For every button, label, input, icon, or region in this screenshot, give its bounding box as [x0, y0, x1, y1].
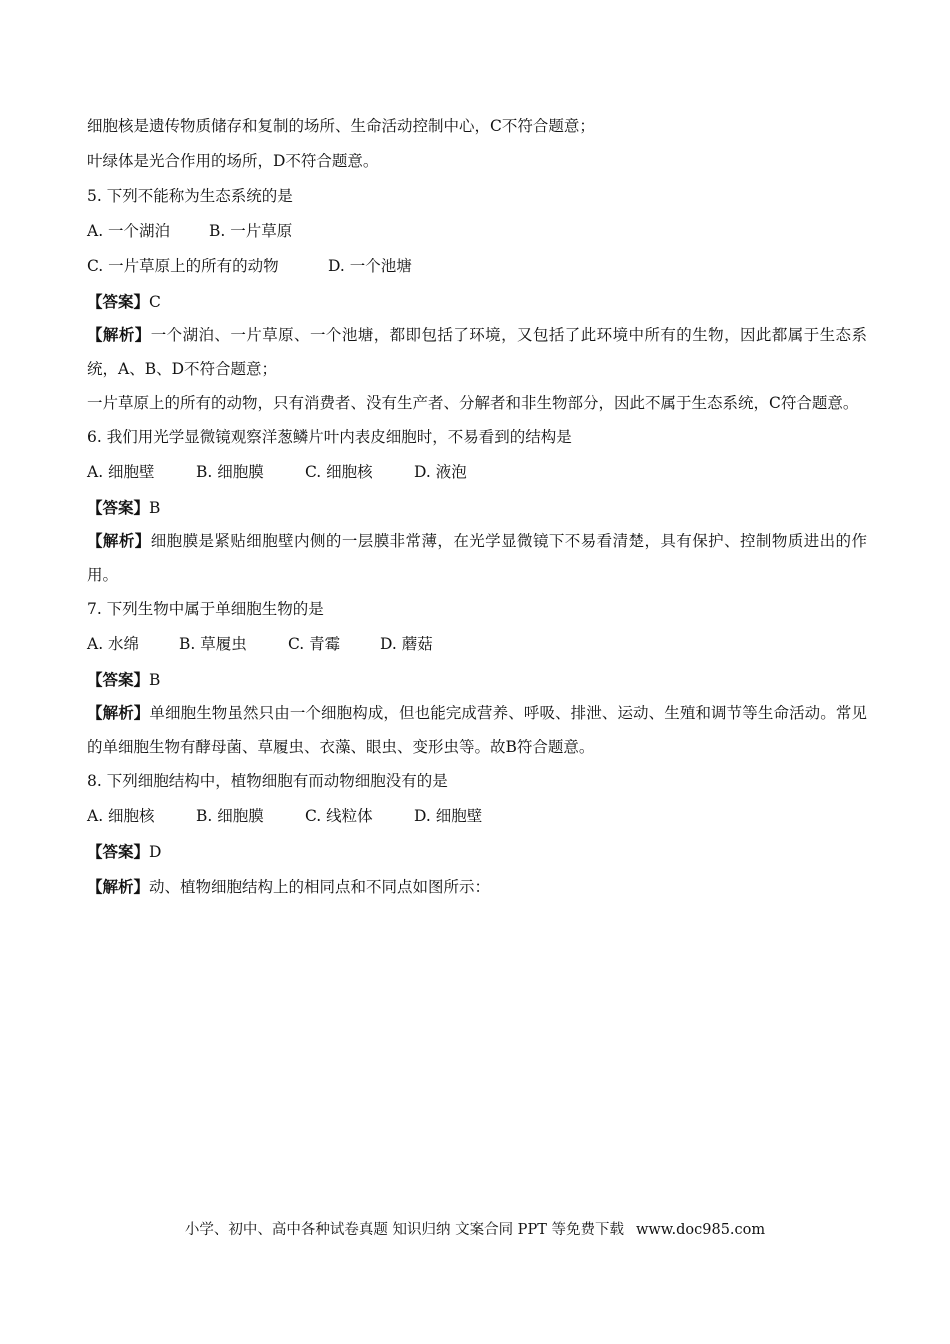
option-a: A. 水绵 — [87, 635, 140, 653]
answer-value: B — [149, 499, 161, 517]
question-5-options-row-1 — [87, 222, 867, 241]
question-5-text: 5. 下列不能称为生态系统的是 — [87, 187, 293, 205]
option-d: D. 细胞壁 — [414, 807, 483, 825]
question-5-answer — [87, 292, 867, 311]
option-b: B. 一片草原 — [209, 222, 293, 240]
question-7-answer — [87, 670, 867, 689]
analysis-text: 细胞膜是紧贴细胞壁内侧的一层膜非常薄，在光学显微镜下不易看清楚，具有保护、控制物质进出的作用。 — [87, 532, 867, 584]
question-7-options — [87, 635, 867, 654]
footer-text: 小学、初中、高中各种试卷真题 知识归纳 文案合同 PPT 等免费下载 — [184, 1222, 624, 1238]
option-a: A. 细胞壁 — [87, 463, 155, 481]
option-b: B. 细胞膜 — [196, 463, 264, 481]
answer-tag: 【答案】 — [87, 498, 150, 517]
question-8-options — [87, 807, 867, 826]
answer-value: B — [149, 671, 161, 689]
option-b: B. 细胞膜 — [196, 807, 264, 825]
question-6-analysis — [87, 524, 867, 592]
question-6-answer — [87, 498, 867, 517]
option-d: D. 液泡 — [414, 463, 467, 481]
question-8-answer — [87, 842, 867, 861]
analysis-tag: 【解析】 — [87, 325, 151, 344]
option-c: C. 线粒体 — [305, 807, 373, 825]
option-c: C. 青霉 — [288, 635, 341, 653]
question-5-options-row-2 — [87, 257, 867, 276]
analysis-text: 一个湖泊、一片草原、一个池塘，都即包括了环境，又包括了此环境中所有的生物，因此都属于生态系统，A、B、D不符合题意； — [87, 326, 867, 378]
answer-value: D — [149, 843, 162, 861]
paragraph: 细胞核是遗传物质储存和复制的场所、生命活动控制中心，C不符合题意； — [87, 117, 595, 135]
question-7-text: 7. 下列生物中属于单细胞生物的是 — [87, 600, 324, 618]
option-c: C. 一片草原上的所有的动物 — [87, 257, 279, 275]
question-6-text: 6. 我们用光学显微镜观察洋葱鳞片叶内表皮细胞时，不易看到的结构是 — [87, 428, 572, 446]
question-8-text: 8. 下列细胞结构中，植物细胞有而动物细胞没有的是 — [87, 772, 448, 790]
option-b: B. 草履虫 — [179, 635, 247, 653]
option-d: D. 蘑菇 — [380, 635, 433, 653]
page-footer — [0, 1221, 950, 1239]
question-7-analysis — [87, 696, 867, 764]
answer-tag: 【答案】 — [87, 292, 150, 311]
option-c: C. 细胞核 — [305, 463, 373, 481]
analysis-tag: 【解析】 — [87, 877, 150, 896]
document-body — [87, 117, 867, 896]
option-a: A. 细胞核 — [87, 807, 155, 825]
answer-tag: 【答案】 — [87, 670, 150, 689]
answer-tag: 【答案】 — [87, 842, 150, 861]
option-a: A. 一个湖泊 — [87, 222, 171, 240]
analysis-text: 单细胞生物虽然只由一个细胞构成，但也能完成营养、呼吸、排泄、运动、生殖和调节等生命活动。常见的单细胞生物有酵母菌、草履虫、衣藻、眼虫、变形虫等。故B符合题意。 — [87, 704, 867, 756]
question-6-options — [87, 463, 867, 482]
question-5-analysis-cont: 一片草原上的所有的动物，只有消费者、没有生产者、分解者和非生物部分，因此不属于生态系统，C符合题意。 — [87, 394, 859, 412]
answer-value: C — [149, 293, 161, 311]
paragraph: 叶绿体是光合作用的场所，D不符合题意。 — [87, 152, 379, 170]
analysis-text: 动、植物细胞结构上的相同点和不同点如图所示： — [149, 878, 491, 896]
question-5-analysis — [87, 318, 867, 386]
analysis-tag: 【解析】 — [87, 531, 151, 550]
analysis-tag: 【解析】 — [87, 703, 150, 722]
footer-url[interactable]: www.doc985.com — [635, 1222, 766, 1238]
question-8-analysis — [87, 877, 867, 896]
option-d: D. 一个池塘 — [328, 257, 412, 275]
